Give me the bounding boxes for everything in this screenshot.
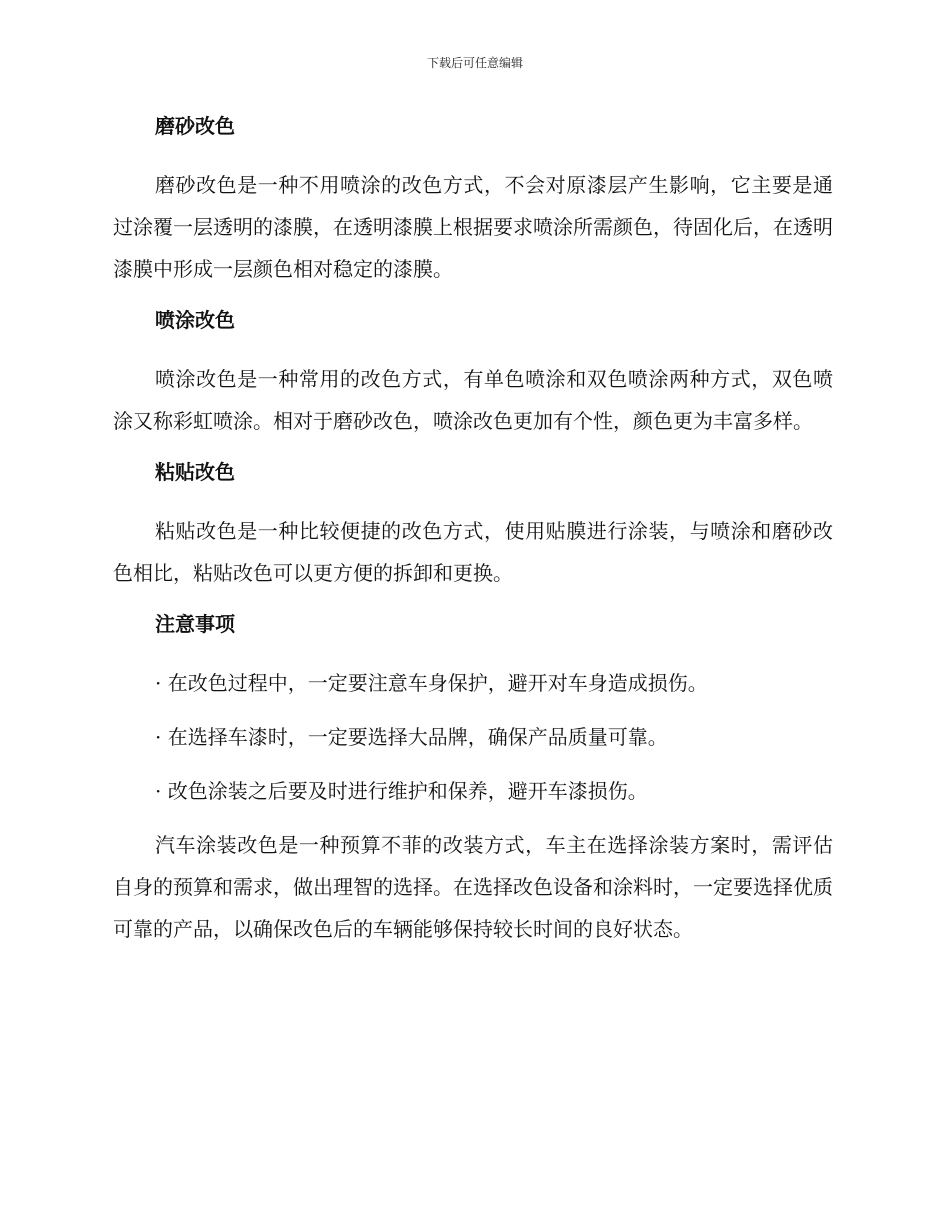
notes-heading: 注意事项 [155, 612, 235, 636]
document-body [113, 110, 833, 964]
notes-item-3: · 改色涂装之后要及时进行维护和保养，避开车漆损伤。 [155, 779, 648, 803]
conclusion-paragraph: 汽车涂装改色是一种预算不菲的改装方式，车主在选择涂装方案时，需评估自身的预算和需求，做出理智的选择。在选择改色设备和涂料时，一定要选择优质可靠的产品，以确保改色后的车辆能够保持较长时间的良好状态。 [113, 833, 833, 941]
section-paragraph-spray: 喷涂改色是一种常用的改色方式，有单色喷涂和双色喷涂两种方式，双色喷涂又称彩虹喷涂。相对于磨砂改色，喷涂改色更加有个性，颜色更为丰富多样。 [113, 367, 833, 433]
section-heading-spray: 喷涂改色 [155, 308, 235, 332]
notes-item-1: · 在改色过程中，一定要注意车身保护，避开对车身造成损伤。 [155, 671, 708, 695]
section-paragraph-wrap: 粘贴改色是一种比较便捷的改色方式，使用贴膜进行涂装，与喷涂和磨砂改色相比，粘贴改色可以更方便的拆卸和更换。 [113, 519, 833, 585]
section-heading-matte: 磨砂改色 [155, 114, 235, 138]
notes-item-2: · 在选择车漆时，一定要选择大品牌，确保产品质量可靠。 [155, 725, 668, 749]
section-paragraph-matte: 磨砂改色是一种不用喷涂的改色方式，不会对原漆层产生影响，它主要是通过涂覆一层透明的漆膜，在透明漆膜上根据要求喷涂所需颜色，待固化后，在透明漆膜中形成一层颜色相对稳定的漆膜。 [113, 173, 833, 281]
section-heading-wrap: 粘贴改色 [155, 460, 235, 484]
page-header: 下载后可任意编辑 [426, 56, 523, 70]
